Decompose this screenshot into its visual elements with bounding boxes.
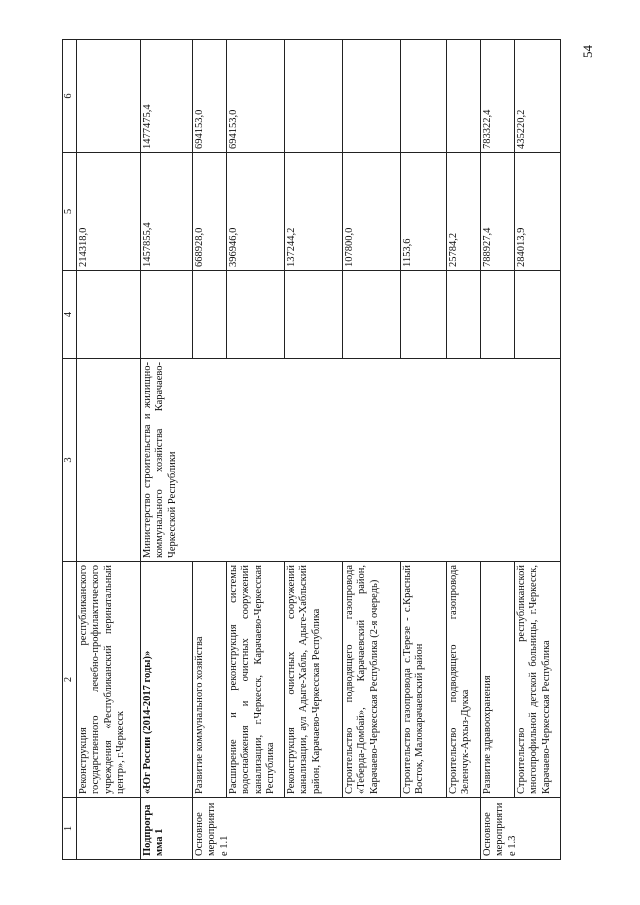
cell-value-5: 1153,6 <box>400 153 446 271</box>
cell-name: Расширение и реконструкция системы водоснабжения и очистных сооружений канализации, г.Черкесск, Карачаево-Черкесская Республика <box>226 562 284 798</box>
cell-executor <box>76 359 140 562</box>
cell-value-6 <box>284 40 342 153</box>
cell-value-5: 396946,0 <box>226 153 284 271</box>
cell-col4 <box>192 271 226 359</box>
cell-value-6 <box>342 40 400 153</box>
cell-name: Реконструкция очистных сооружений канализации, аул Адыге-Хабль, Адыге-Хабльский район, Карачаево-Черкесская Республика <box>284 562 342 798</box>
cell-value-5: 1457855,4 <box>140 153 192 271</box>
cell-value-5: 107800,0 <box>342 153 400 271</box>
cell-value-5: 25784,2 <box>446 153 480 271</box>
cell-value-6: 435220,2 <box>514 40 560 153</box>
cell-col4 <box>514 271 560 359</box>
cell-value-6: 783322,4 <box>480 40 514 153</box>
cell-name: Реконструкция республиканского государственного лечебно-профилактического учреждения «Республиканский перинатальный центр», г.Черкесск <box>76 562 140 798</box>
cell-col4 <box>284 271 342 359</box>
table-row <box>140 40 192 860</box>
cell-col4 <box>140 271 192 359</box>
rotated-table-wrapper <box>62 40 582 860</box>
cell-col4 <box>342 271 400 359</box>
cell-executor: Министерство строительства и жилищно-коммунального хозяйства Карачаево-Черкесской Республики <box>140 359 560 562</box>
cell-code: Основное мероприятие 1.3 <box>480 798 560 860</box>
column-header: 1 <box>63 798 77 860</box>
cell-value-6: 694153,0 <box>226 40 284 153</box>
column-header: 5 <box>63 153 77 271</box>
cell-code: Подпрограмма 1 <box>140 798 192 860</box>
cell-name: Развитие коммунального хозяйства <box>192 562 226 798</box>
cell-col4 <box>480 271 514 359</box>
cell-value-5: 137244,2 <box>284 153 342 271</box>
column-header: 3 <box>63 359 77 562</box>
cell-name: Строительство республиканской многопрофильной детской больницы, г.Черкесск, Карачаево-Черкесская Республика <box>514 562 560 798</box>
column-header: 4 <box>63 271 77 359</box>
header-row <box>63 40 77 860</box>
cell-value-5: 668928,0 <box>192 153 226 271</box>
cell-col4 <box>446 271 480 359</box>
cell-col4 <box>226 271 284 359</box>
cell-code <box>76 798 140 860</box>
cell-name: Строительство подводящего газопровода «Теберда-Домбай», Карачаевский район, Карачаево-Черкесская Республика (2-я очередь) <box>342 562 400 798</box>
cell-name: Развитие здравоохранения <box>480 562 514 798</box>
cell-value-6 <box>76 40 140 153</box>
cell-col4 <box>76 271 140 359</box>
cell-value-6: 1477475,4 <box>140 40 192 153</box>
data-table <box>62 39 561 860</box>
cell-value-6 <box>400 40 446 153</box>
cell-value-5: 284013,9 <box>514 153 560 271</box>
cell-name: Строительство подводящего газопровода Зеленчук-Архыз-Дукка <box>446 562 480 798</box>
table-row <box>76 40 140 860</box>
cell-value-6 <box>446 40 480 153</box>
cell-name: «Юг России (2014-2017 годы)» <box>140 562 192 798</box>
page-number: 54 <box>580 45 595 58</box>
column-header: 6 <box>63 40 77 153</box>
cell-value-5: 214318,0 <box>76 153 140 271</box>
cell-name: Строительство газопровода с.Терезе - с.Красный Восток, Малокарачаевский район <box>400 562 446 798</box>
column-header: 2 <box>63 562 77 798</box>
cell-code: Основное мероприятие 1.1 <box>192 798 480 860</box>
cell-col4 <box>400 271 446 359</box>
cell-value-5: 788927,4 <box>480 153 514 271</box>
cell-value-6: 694153,0 <box>192 40 226 153</box>
